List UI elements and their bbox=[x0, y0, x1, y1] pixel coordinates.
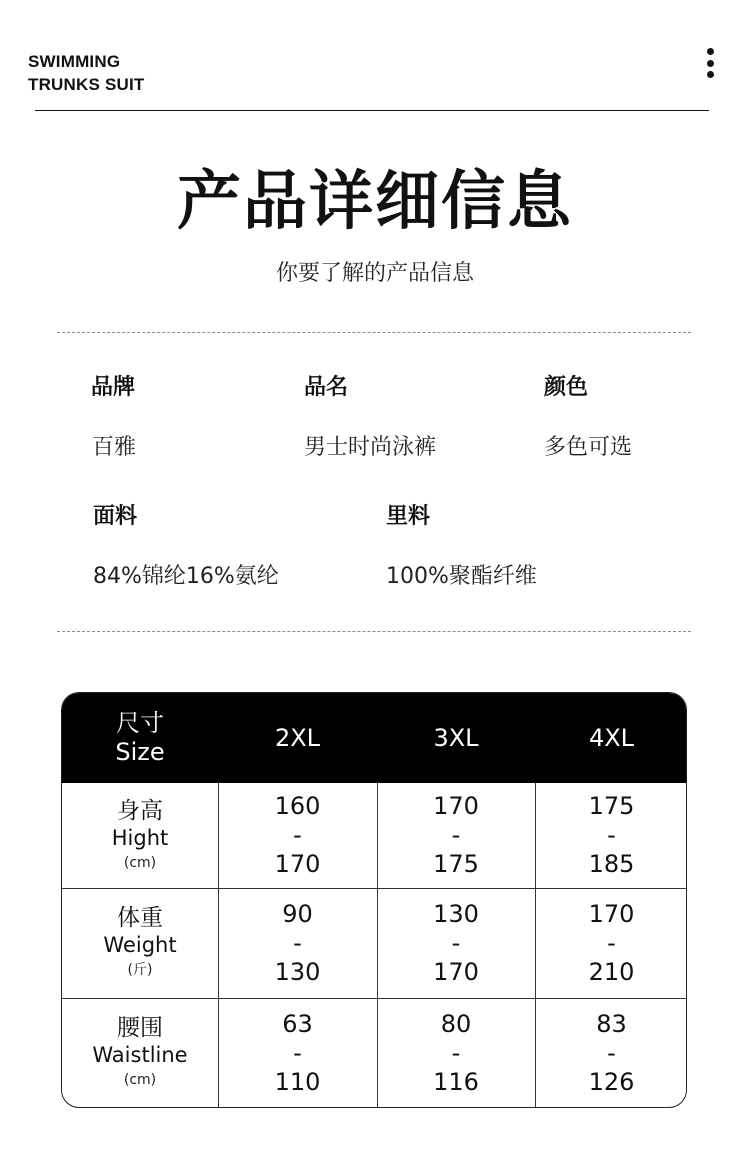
range-min: 80 bbox=[440, 1009, 472, 1038]
size-header-cell bbox=[62, 693, 218, 783]
height-4xl-cell bbox=[535, 783, 687, 888]
weight-3xl-cell bbox=[377, 888, 535, 998]
size-4xl-header: 4XL bbox=[588, 723, 635, 752]
range-separator: - bbox=[607, 821, 616, 849]
range-separator: - bbox=[607, 1038, 616, 1067]
range-min: 175 bbox=[588, 792, 635, 820]
dot bbox=[707, 48, 714, 55]
product-name-value: 男士时尚泳裤 bbox=[304, 435, 437, 460]
weight-label-en: Weight bbox=[103, 933, 177, 957]
fabric-label: 面料 bbox=[93, 504, 138, 529]
height-label-zh: 身高 bbox=[117, 797, 163, 824]
range-separator: - bbox=[451, 1038, 461, 1067]
size-header-zh: 尺寸 bbox=[116, 709, 164, 737]
range-max: 175 bbox=[433, 850, 479, 878]
color-value: 多色可选 bbox=[544, 435, 633, 460]
range-min: 83 bbox=[596, 1009, 627, 1038]
product-name-label: 品名 bbox=[304, 375, 349, 400]
range-max: 170 bbox=[433, 957, 479, 986]
brand-line-2: TRUNKS SUIT bbox=[28, 75, 145, 94]
header-divider bbox=[35, 110, 709, 111]
size-header-en: Size bbox=[115, 738, 165, 766]
waistline-label-en: Waistline bbox=[92, 1043, 188, 1067]
brand-label: 品牌 bbox=[91, 375, 136, 400]
weight-2xl-cell bbox=[218, 888, 377, 998]
waistline-label-zh: 腰围 bbox=[117, 1015, 163, 1041]
size-table bbox=[61, 692, 687, 1108]
weight-unit: (斤) bbox=[127, 962, 153, 978]
brand-line-1: SWIMMING bbox=[28, 52, 121, 71]
range-separator: - bbox=[293, 821, 302, 849]
color-label: 颜色 bbox=[544, 375, 589, 400]
waistline-unit: (cm) bbox=[123, 1072, 157, 1088]
range-max: 210 bbox=[588, 957, 635, 986]
size-table-header bbox=[62, 693, 686, 783]
range-min: 90 bbox=[282, 899, 313, 928]
more-menu-icon[interactable] bbox=[704, 48, 716, 78]
weight-4xl-cell bbox=[535, 888, 687, 998]
range-separator: - bbox=[451, 928, 461, 957]
range-max: 130 bbox=[274, 957, 321, 986]
range-max: 126 bbox=[588, 1067, 635, 1096]
range-separator: - bbox=[293, 1038, 302, 1067]
lining-label: 里料 bbox=[386, 504, 431, 529]
height-row-label bbox=[62, 783, 218, 888]
weight-label-zh: 体重 bbox=[117, 905, 163, 931]
brand-title bbox=[28, 50, 144, 96]
range-separator: - bbox=[451, 821, 461, 849]
range-min: 63 bbox=[282, 1009, 313, 1038]
height-unit: (cm) bbox=[123, 854, 157, 871]
dashed-divider-bottom bbox=[57, 631, 691, 632]
range-min: 160 bbox=[274, 792, 321, 820]
range-min: 170 bbox=[588, 899, 635, 928]
dashed-divider-top bbox=[57, 332, 691, 333]
lining-value: 100%聚酯纤维 bbox=[386, 564, 537, 589]
waistline-3xl-cell bbox=[377, 998, 535, 1108]
dot bbox=[707, 71, 714, 78]
fabric-value: 84%锦纶16%氨纶 bbox=[93, 564, 279, 589]
waistline-4xl-cell bbox=[535, 998, 687, 1108]
dot bbox=[707, 60, 714, 67]
page-title: 产品详细信息 bbox=[177, 165, 573, 239]
height-3xl-cell bbox=[377, 783, 535, 888]
range-separator: - bbox=[293, 928, 302, 957]
waistline-row-label bbox=[62, 998, 218, 1108]
range-separator: - bbox=[607, 928, 616, 957]
size-3xl-header: 3XL bbox=[433, 723, 479, 752]
range-min: 130 bbox=[433, 899, 479, 928]
waistline-2xl-cell bbox=[218, 998, 377, 1108]
range-max: 110 bbox=[274, 1067, 321, 1096]
height-2xl-cell bbox=[218, 783, 377, 888]
range-max: 116 bbox=[433, 1067, 479, 1096]
brand-value: 百雅 bbox=[92, 435, 137, 460]
range-min: 170 bbox=[433, 792, 479, 820]
height-label-en: Hight bbox=[111, 825, 169, 850]
range-max: 185 bbox=[588, 850, 635, 878]
page-subtitle: 你要了解的产品信息 bbox=[275, 261, 474, 286]
range-max: 170 bbox=[274, 850, 321, 878]
weight-row-label bbox=[62, 888, 218, 998]
size-2xl-header: 2XL bbox=[274, 723, 321, 752]
